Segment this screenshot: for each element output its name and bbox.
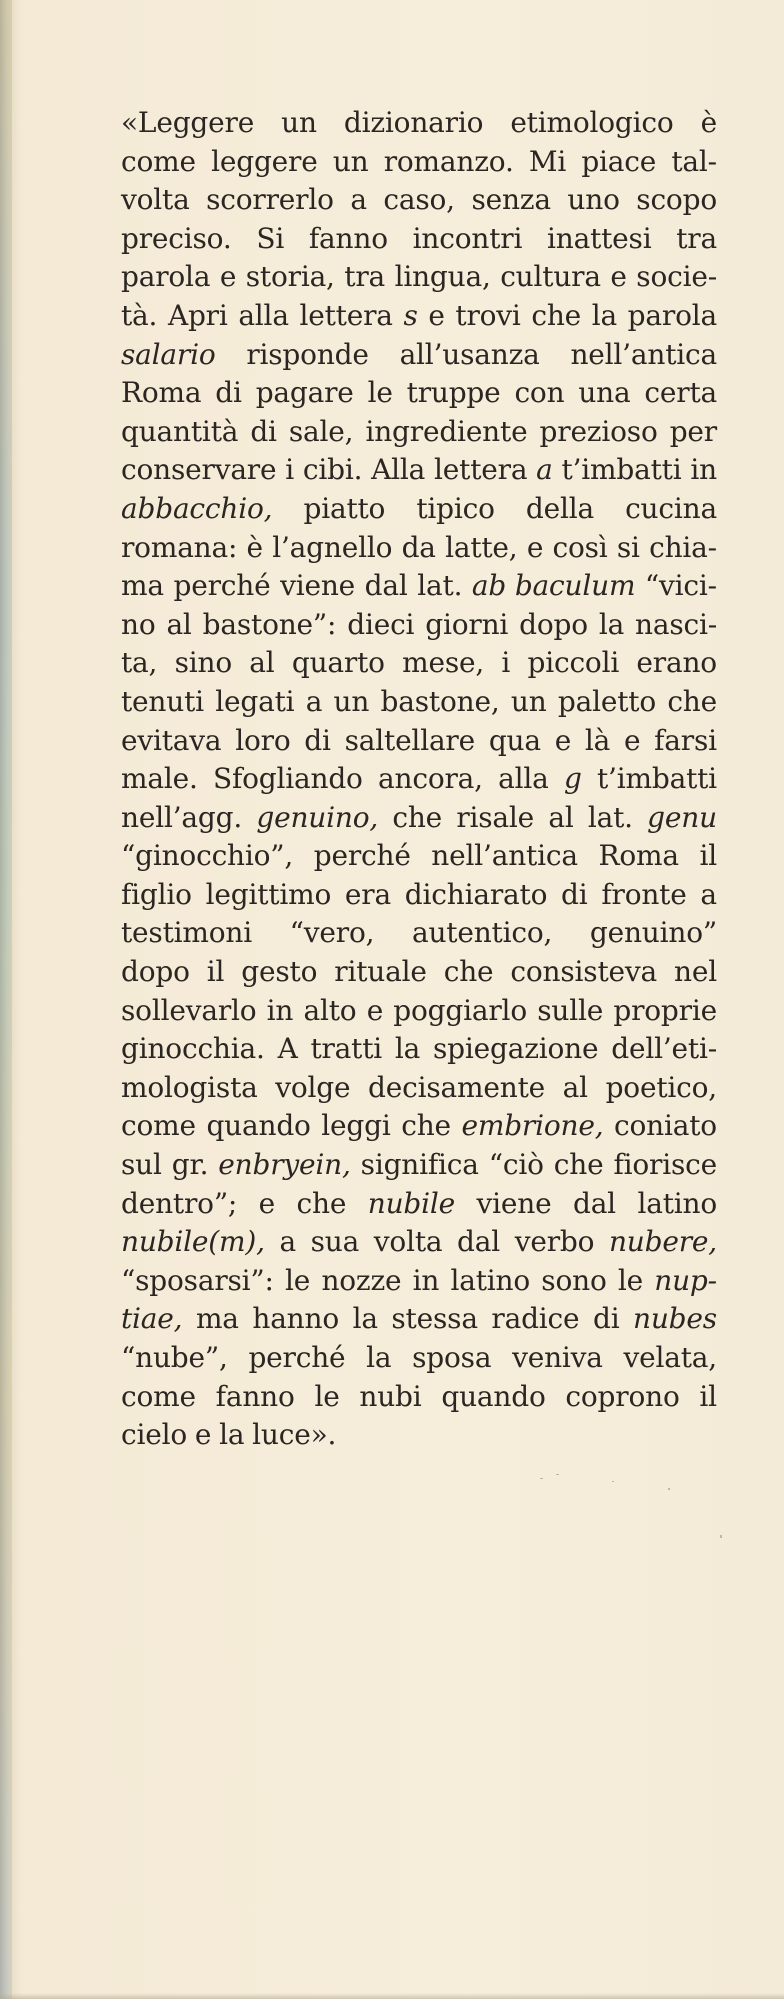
word: volta (121, 183, 190, 217)
word: ta, (121, 646, 158, 680)
word: ingrediente (365, 414, 528, 448)
word: al (562, 1070, 588, 1104)
word: che (401, 1109, 451, 1143)
word: tenuti (121, 684, 204, 718)
word: era (344, 877, 391, 911)
text-line (121, 1378, 717, 1417)
word: con (514, 376, 565, 410)
word: risale (456, 800, 535, 834)
word: Apri (167, 298, 228, 332)
text-line (121, 1300, 717, 1339)
word: in (266, 993, 294, 1027)
word: per (669, 414, 717, 448)
text-line (121, 258, 717, 297)
word: alto (303, 993, 357, 1027)
word: la (394, 1032, 421, 1066)
word: nasci- (635, 607, 717, 641)
paper-speck (668, 1488, 670, 1490)
word: fanno (215, 1379, 295, 1413)
word: il (699, 1379, 717, 1413)
word: romanzo. (383, 144, 514, 178)
word: pagare (255, 376, 354, 410)
word: senza (471, 183, 551, 217)
word: cibi. (302, 453, 363, 487)
text-line (121, 1339, 717, 1378)
word: “ginocchio”, (121, 839, 294, 873)
word: lettera (434, 453, 528, 487)
text-line (121, 837, 717, 876)
word: no (121, 607, 156, 641)
word: la (366, 1341, 392, 1374)
word: bastone, (380, 684, 500, 718)
italic-word: enbryein, (218, 1148, 351, 1182)
word: sono (541, 1263, 607, 1297)
word: di (561, 877, 588, 911)
word: incontri (412, 221, 523, 255)
word: inattesi (546, 221, 652, 255)
word: parola (627, 298, 717, 332)
word: socie- (636, 260, 717, 294)
word: perché (173, 569, 271, 603)
word: viene (476, 1186, 552, 1220)
word: Si (256, 221, 285, 255)
word: una (578, 376, 631, 410)
word: di (215, 376, 242, 410)
word: truppe (406, 376, 501, 410)
word: romana: (121, 530, 238, 564)
word: in (690, 453, 717, 487)
word: stessa (391, 1302, 478, 1336)
word: le (314, 1379, 340, 1413)
word: che (443, 955, 494, 989)
word: gesto (241, 955, 318, 989)
word: preciso. (121, 221, 232, 255)
word: di (250, 414, 277, 448)
word: lat. (587, 800, 633, 834)
word: bastone”: (202, 607, 337, 641)
word: gr. (171, 1148, 209, 1182)
word: tipico (416, 491, 495, 525)
word: poggiarlo (393, 993, 527, 1027)
word: male. (121, 762, 198, 796)
word: volge (275, 1070, 351, 1104)
word: dichiarato (404, 877, 548, 911)
word: figlio (121, 877, 192, 911)
italic-word: s (403, 298, 418, 332)
word: paletto (557, 684, 656, 718)
word: giorni (425, 607, 509, 641)
word: “ciò (488, 1148, 544, 1182)
word: proprie (613, 993, 717, 1027)
word: luce». (252, 1418, 337, 1452)
word: i (285, 453, 294, 487)
word: dal (364, 569, 408, 603)
word: tal- (671, 144, 717, 178)
word: e (610, 260, 627, 294)
text-line (121, 490, 717, 529)
text-line (121, 722, 717, 761)
text-line (121, 1030, 717, 1069)
word: legittimo (205, 877, 332, 911)
quote-paragraph (121, 104, 717, 1455)
word: un (333, 684, 370, 718)
text-line (121, 953, 717, 992)
word: ginocchia. (121, 1032, 265, 1066)
word: chia- (649, 530, 717, 564)
paper-speck (720, 1535, 722, 1538)
word: al (249, 646, 275, 680)
bottom-edge (0, 1993, 784, 1999)
text-line (121, 374, 717, 413)
word: uno (567, 183, 620, 217)
word: a (305, 684, 323, 718)
word: t’imbatti (561, 453, 682, 487)
word: le (617, 1263, 644, 1297)
text-line (121, 1146, 717, 1185)
word: tra (676, 221, 717, 255)
paper-speck (540, 1478, 543, 1479)
word: velata, (623, 1341, 717, 1374)
word: decisamente (368, 1070, 546, 1104)
text-line (121, 1223, 717, 1262)
word: “vici- (644, 569, 717, 603)
word: sua (310, 1225, 360, 1259)
word: in (412, 1263, 440, 1297)
word: il (206, 955, 225, 989)
word: leggi (321, 1109, 391, 1143)
word: “vero, (289, 916, 375, 950)
word: là (584, 723, 611, 757)
word: di (592, 1302, 620, 1336)
word: piccoli (527, 646, 620, 680)
word: prezioso (539, 414, 658, 448)
word: scopo (636, 183, 717, 217)
text-line (121, 644, 717, 683)
text-line (121, 451, 717, 490)
word: dentro”; (121, 1186, 238, 1220)
word: Roma (598, 839, 679, 873)
word: a (279, 1225, 296, 1259)
text-line (121, 760, 717, 799)
word: la (352, 1302, 378, 1336)
word: fiorisce (613, 1148, 717, 1182)
word: un (332, 144, 369, 178)
word: della (525, 491, 594, 525)
word: autentico, (411, 916, 553, 950)
word: e (554, 723, 572, 757)
word: trovi (455, 298, 521, 332)
text-line (121, 529, 717, 568)
word: come (121, 144, 196, 178)
word: leggere (211, 144, 318, 178)
word: dal (572, 1186, 616, 1220)
text-line (121, 606, 717, 645)
word: “nube”, (121, 1341, 228, 1374)
word: “sposarsi”: (121, 1263, 274, 1297)
word: sulle (537, 993, 604, 1027)
word: latino (637, 1186, 717, 1220)
word: testimoni (121, 916, 252, 950)
word: Sfogliando (212, 762, 363, 796)
word: coniato (614, 1109, 717, 1143)
word: verbo (514, 1225, 595, 1259)
paper-speck (612, 1481, 614, 1482)
word: le (367, 376, 393, 410)
word: ancora, (378, 762, 483, 796)
word: il (699, 839, 717, 873)
word: caso, (383, 183, 455, 217)
word: nozze (321, 1263, 402, 1297)
word: dal (457, 1225, 501, 1259)
italic-word: g (563, 762, 582, 796)
word: consisteva (510, 955, 658, 989)
word: A (277, 1032, 298, 1066)
italic-word: salario (121, 337, 216, 371)
word: t’imbatti (597, 762, 717, 796)
word: viene (280, 569, 356, 603)
word: che (531, 298, 582, 332)
word: farsi (654, 723, 717, 757)
text-line (121, 683, 717, 722)
word: e (526, 530, 544, 564)
word: le (285, 1263, 311, 1297)
word: qua (488, 723, 541, 757)
word: conservare (121, 453, 277, 487)
word: la (219, 1418, 245, 1452)
word: e (194, 1418, 212, 1452)
word: piatto (303, 491, 386, 525)
word: sino (174, 646, 232, 680)
text-line (121, 336, 717, 375)
word: Mi (528, 144, 567, 178)
word: nell’antica (570, 337, 717, 371)
word: come (121, 1109, 196, 1143)
word: al (166, 607, 192, 641)
word: quando (441, 1379, 546, 1413)
word: parola (121, 260, 211, 294)
word: legati (215, 684, 295, 718)
word: saltellare (344, 723, 475, 757)
word: risponde (246, 337, 369, 371)
word: rituale (334, 955, 427, 989)
word: sollevarlo (121, 993, 257, 1027)
word: l’agnello (272, 530, 393, 564)
word: e (623, 723, 641, 757)
word: è (700, 106, 717, 139)
word: nell’agg. (121, 800, 243, 834)
word: ma (121, 569, 164, 603)
word: che (553, 1148, 604, 1182)
word: significa (360, 1148, 479, 1182)
word: cultura (500, 260, 601, 294)
word: quarto (291, 646, 385, 680)
text-line (121, 413, 717, 452)
word: latte, (445, 530, 518, 564)
word: spiegazione (432, 1032, 599, 1066)
text-line (121, 143, 717, 182)
text-line (121, 876, 717, 915)
text-line (121, 1069, 717, 1108)
word: e (428, 298, 445, 332)
word: alla (238, 298, 289, 332)
word: come (121, 1379, 196, 1413)
word: un (510, 684, 547, 718)
text-line (121, 104, 717, 143)
word: fanno (308, 221, 388, 255)
word: Roma (121, 376, 202, 410)
word: lettera (299, 298, 393, 332)
word: e (258, 1186, 276, 1220)
text-line (121, 567, 717, 606)
italic-word: nubes (633, 1302, 717, 1336)
word: mologista (121, 1070, 258, 1104)
text-line (121, 297, 717, 336)
word: un (281, 106, 317, 139)
word: tra (344, 260, 386, 294)
word: che (392, 800, 443, 834)
italic-word: nubere, (608, 1225, 717, 1259)
word: sposa (412, 1341, 492, 1374)
word: volta (373, 1225, 443, 1259)
word: latino (450, 1263, 531, 1297)
word: evitava (121, 723, 222, 757)
word: che (296, 1186, 347, 1220)
text-line (121, 181, 717, 220)
word: «Leggere (121, 106, 255, 139)
word: scorrerlo (206, 183, 334, 217)
word: e (366, 993, 384, 1027)
word: piace (581, 144, 657, 178)
word: alla (498, 762, 549, 796)
word: all’usanza (399, 337, 540, 371)
word: al (548, 800, 574, 834)
word: nubi (359, 1379, 422, 1413)
word: a (350, 183, 367, 217)
text-line (121, 1107, 717, 1146)
word: cielo (121, 1418, 188, 1452)
italic-word: nubile(m), (121, 1225, 265, 1259)
word: quando (206, 1109, 311, 1143)
word: poetico, (605, 1070, 717, 1104)
word: perché (313, 839, 411, 873)
word: cucina (625, 491, 717, 525)
word: fronte (601, 877, 687, 911)
word: lingua, (394, 260, 491, 294)
italic-word: genu (647, 800, 717, 834)
word: perché (248, 1341, 346, 1374)
word: a (700, 877, 717, 911)
spine-edge (0, 0, 12, 1999)
word: nell’antica (431, 839, 578, 873)
word: tratti (310, 1032, 383, 1066)
italic-word: ab baculum (471, 569, 636, 603)
word: dizionario (343, 106, 484, 139)
word: dell’eti- (611, 1032, 717, 1066)
word: sul (121, 1148, 162, 1182)
word: etimologico (510, 106, 674, 139)
word: la (598, 607, 625, 641)
italic-word: tiae, (121, 1302, 183, 1336)
word: quantità (121, 414, 239, 448)
paper-speck (556, 1474, 559, 1475)
word: si (616, 530, 640, 564)
word: la (591, 298, 617, 332)
italic-word: genuino, (256, 800, 379, 834)
word: lat. (417, 569, 463, 603)
word: radice (491, 1302, 580, 1336)
word: nel (674, 955, 717, 989)
word: ma (195, 1302, 239, 1336)
italic-word: embrione, (461, 1109, 604, 1143)
word: i (501, 646, 511, 680)
italic-word: abbacchio, (121, 491, 273, 525)
word: e (219, 260, 237, 294)
italic-word: a (536, 453, 553, 487)
word: Alla (371, 453, 426, 487)
text-line (121, 1416, 717, 1455)
word: tà. (121, 298, 158, 332)
word: dopo (121, 955, 190, 989)
text-line (121, 220, 717, 259)
text-line (121, 1185, 717, 1224)
word: dopo (519, 607, 588, 641)
word: genuino” (589, 916, 717, 950)
word: è (246, 530, 263, 564)
text-line (121, 992, 717, 1031)
italic-word: nup- (654, 1263, 717, 1297)
text-line (121, 799, 717, 838)
word: sale, (288, 414, 354, 448)
word: dieci (347, 607, 415, 641)
word: che (667, 684, 717, 718)
word: storia, (245, 260, 335, 294)
word: hanno (252, 1302, 340, 1336)
italic-word: nubile (367, 1186, 456, 1220)
text-line (121, 1262, 717, 1301)
word: erano (636, 646, 717, 680)
word: loro (235, 723, 291, 757)
word: veniva (512, 1341, 603, 1374)
word: certa (644, 376, 717, 410)
word: coprono (565, 1379, 680, 1413)
text-line (121, 914, 717, 953)
word: di (304, 723, 331, 757)
word: così (552, 530, 608, 564)
word: da (401, 530, 436, 564)
word: mese, (402, 646, 485, 680)
